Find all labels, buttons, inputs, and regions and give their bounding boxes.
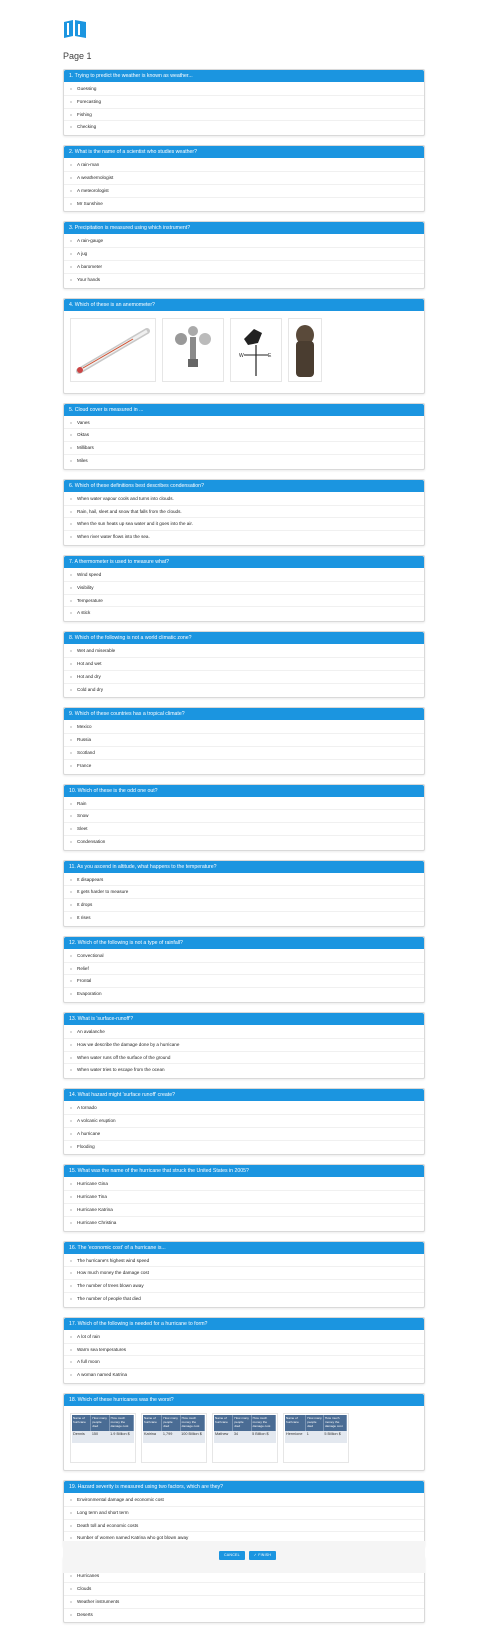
table-header-cell: How many people died bbox=[306, 1415, 324, 1431]
table-cell: 5 Billion $ bbox=[251, 1431, 275, 1443]
question-title: 8. Which of the following is not a world climatic zone? bbox=[64, 632, 424, 644]
question-card bbox=[63, 860, 425, 927]
answer-option[interactable]: Mr Sunshine bbox=[64, 198, 424, 211]
image-options bbox=[64, 312, 424, 392]
question-title: 13. What is 'surface-runoff'? bbox=[64, 1013, 424, 1025]
answer-option[interactable]: A meteorologist bbox=[64, 185, 424, 198]
answer-option[interactable]: A stick bbox=[64, 607, 424, 620]
answer-option[interactable]: It rises bbox=[64, 912, 424, 925]
question-card bbox=[63, 145, 425, 212]
answer-option[interactable]: Evaporation bbox=[64, 988, 424, 1001]
answer-option[interactable]: Visibility bbox=[64, 582, 424, 595]
answer-option[interactable]: Warm sea temperatures bbox=[64, 1344, 424, 1357]
question-card bbox=[63, 936, 425, 1003]
answer-option[interactable]: A volcanic eruption bbox=[64, 1115, 424, 1128]
answer-option[interactable]: A lot of rain bbox=[64, 1331, 424, 1344]
page-title: Page 1 bbox=[63, 51, 92, 61]
question-body bbox=[64, 82, 424, 135]
question-title: 6. Which of these definitions best describes condensation? bbox=[64, 480, 424, 492]
answer-option[interactable]: Environmental damage and economic cost bbox=[64, 1494, 424, 1507]
table-header-cell: How many people died bbox=[91, 1415, 109, 1431]
answer-option[interactable]: Condensation bbox=[64, 836, 424, 849]
question-card bbox=[63, 631, 425, 698]
question-body bbox=[64, 1493, 424, 1546]
question-body bbox=[64, 949, 424, 1002]
table-cell: 1 bbox=[306, 1431, 324, 1443]
answer-option[interactable]: Rain bbox=[64, 798, 424, 811]
answer-option[interactable]: Frontal bbox=[64, 975, 424, 988]
answer-option[interactable]: Wind speed bbox=[64, 569, 424, 582]
table-cell: 1,799 bbox=[162, 1431, 180, 1443]
table-header-cell: Name of hurricane bbox=[72, 1415, 91, 1431]
table-cell: 100 Billion $ bbox=[180, 1431, 204, 1443]
thermometer-image-option[interactable] bbox=[70, 318, 156, 382]
answer-option[interactable]: Russia bbox=[64, 734, 424, 747]
question-title: 19. Hazard severity is measured using two factors, which are they? bbox=[64, 1481, 424, 1493]
answer-option[interactable]: Death toll and economic costs bbox=[64, 1520, 424, 1533]
answer-option[interactable]: How much money the damage cost bbox=[64, 1267, 424, 1280]
table-header-cell: Name of hurricane bbox=[143, 1415, 162, 1431]
thermometer-icon bbox=[73, 321, 153, 381]
table-cell: 5 Billion $ bbox=[323, 1431, 346, 1443]
question-card bbox=[63, 1012, 425, 1079]
question-title: 14. What hazard might 'surface runoff' create? bbox=[64, 1089, 424, 1101]
answer-option[interactable]: Long term and short term bbox=[64, 1507, 424, 1520]
cancel-button[interactable]: CANCEL bbox=[219, 1551, 245, 1560]
answer-option[interactable]: Oktas bbox=[64, 429, 424, 442]
answer-option[interactable]: A woman named Katrina bbox=[64, 1369, 424, 1382]
question-body bbox=[64, 1330, 424, 1383]
answer-option[interactable]: It disappears bbox=[64, 874, 424, 887]
question-body bbox=[64, 1569, 424, 1622]
stone-statue-image-option[interactable] bbox=[288, 318, 322, 382]
answer-option[interactable]: It drops bbox=[64, 899, 424, 912]
table-header-cell: How much money the damage cost bbox=[323, 1415, 346, 1431]
question-title: 17. Which of the following is needed for a hurricane to form? bbox=[64, 1318, 424, 1330]
answer-option[interactable]: The hurricane's highest wind speed bbox=[64, 1255, 424, 1268]
answer-option[interactable]: How we describe the damage done by a hurricane bbox=[64, 1039, 424, 1052]
question-body bbox=[64, 720, 424, 773]
question-title: 18. Which of these hurricanes was the worst? bbox=[64, 1394, 424, 1406]
table-option[interactable] bbox=[212, 1413, 278, 1463]
question-card bbox=[63, 1164, 425, 1231]
table-cell: Dennis bbox=[72, 1431, 91, 1443]
answer-option[interactable]: It gets harder to measure bbox=[64, 886, 424, 899]
question-body bbox=[64, 1101, 424, 1154]
answer-option[interactable]: Millibars bbox=[64, 442, 424, 455]
table-options bbox=[64, 1407, 424, 1469]
table-header-cell: Name of hurricane bbox=[214, 1415, 233, 1431]
answer-option[interactable]: Guessing bbox=[64, 83, 424, 96]
weather-vane-icon bbox=[236, 321, 276, 381]
question-title: 3. Precipitation is measured using which instrument? bbox=[64, 222, 424, 234]
answer-option[interactable]: Number of women named Katrina who got blown away bbox=[64, 1532, 424, 1545]
answer-option[interactable]: Snow bbox=[64, 810, 424, 823]
answer-option[interactable]: Hurricane Katrina bbox=[64, 1204, 424, 1217]
question-body bbox=[64, 797, 424, 850]
question-card bbox=[63, 1088, 425, 1155]
table-cell: Hermione bbox=[285, 1431, 306, 1443]
table-option[interactable] bbox=[283, 1413, 349, 1463]
question-title: 10. Which of these is the odd one out? bbox=[64, 785, 424, 797]
question-body bbox=[64, 416, 424, 469]
question-list bbox=[63, 69, 425, 1632]
answer-option[interactable]: Temperature bbox=[64, 595, 424, 608]
answer-option[interactable]: The number of people that died bbox=[64, 1293, 424, 1306]
svg-text:E: E bbox=[268, 352, 272, 359]
answer-option[interactable]: Hurricane Christina bbox=[64, 1217, 424, 1230]
answer-option[interactable]: Convectional bbox=[64, 950, 424, 963]
question-card bbox=[63, 298, 425, 394]
answer-option[interactable]: Deserts bbox=[64, 1609, 424, 1622]
answer-option[interactable]: Flooding bbox=[64, 1141, 424, 1154]
question-body bbox=[64, 492, 424, 545]
answer-option[interactable]: A weathernologist bbox=[64, 172, 424, 185]
answer-option[interactable]: Sleet bbox=[64, 823, 424, 836]
table-cell: 34 bbox=[233, 1431, 251, 1443]
answer-option[interactable]: Cold and dry bbox=[64, 684, 424, 697]
stone-statue-icon bbox=[290, 321, 320, 381]
question-title: 16. The 'economic cost' of a hurricane is... bbox=[64, 1242, 424, 1254]
question-body bbox=[64, 234, 424, 287]
answer-option[interactable]: Your hands bbox=[64, 274, 424, 287]
question-body bbox=[64, 158, 424, 211]
answer-option[interactable]: When river water flows into the sea. bbox=[64, 531, 424, 544]
question-body bbox=[64, 311, 424, 393]
answer-option[interactable]: Clouds bbox=[64, 1583, 424, 1596]
table-cell: Katrina bbox=[143, 1431, 162, 1443]
question-title: 5. Cloud cover is measured in ... bbox=[64, 404, 424, 416]
answer-option[interactable]: When water vapour cools and turns into clouds. bbox=[64, 493, 424, 506]
question-card bbox=[63, 403, 425, 470]
answer-option[interactable]: When water tries to escape from the ocean bbox=[64, 1064, 424, 1077]
question-title: 11. As you ascend in altitude, what happens to the temperature? bbox=[64, 861, 424, 873]
table-header-cell: How much money the damage cost bbox=[109, 1415, 133, 1431]
answer-option[interactable]: A rain-man bbox=[64, 159, 424, 172]
question-card bbox=[63, 221, 425, 288]
table-cell: Mathew bbox=[214, 1431, 233, 1443]
answer-option[interactable]: When the sun heats up sea water and it goes into the air. bbox=[64, 518, 424, 531]
table-header-cell: Name of hurricane bbox=[285, 1415, 306, 1431]
answer-option[interactable]: Wet and miserable bbox=[64, 645, 424, 658]
question-title: 9. Which of these countries has a tropical climate? bbox=[64, 708, 424, 720]
answer-option[interactable]: Hot and wet bbox=[64, 658, 424, 671]
question-title: 2. What is the name of a scientist who studies weather? bbox=[64, 146, 424, 158]
answer-option[interactable]: Hurricanes bbox=[64, 1570, 424, 1583]
answer-option[interactable]: A full moon bbox=[64, 1356, 424, 1369]
table-header-cell: How many people died bbox=[233, 1415, 251, 1431]
answer-option[interactable]: Hurricane Gina bbox=[64, 1178, 424, 1191]
answer-option[interactable]: A barometer bbox=[64, 261, 424, 274]
answer-option[interactable]: The number of trees blown away bbox=[64, 1280, 424, 1293]
table-header-cell: How much money the damage cost bbox=[180, 1415, 204, 1431]
answer-option[interactable]: Vanes bbox=[64, 417, 424, 430]
question-title: 12. Which of the following is not a type of rainfall? bbox=[64, 937, 424, 949]
answer-option[interactable]: An avalanche bbox=[64, 1026, 424, 1039]
question-title: 1. Trying to predict the weather is known as weather... bbox=[64, 70, 424, 82]
question-card bbox=[63, 479, 425, 546]
question-body bbox=[64, 1406, 424, 1470]
table-option[interactable] bbox=[141, 1413, 207, 1463]
question-body bbox=[64, 1025, 424, 1078]
answer-option[interactable]: Forecasting bbox=[64, 96, 424, 109]
answer-option[interactable]: A hurricane bbox=[64, 1128, 424, 1141]
answer-option[interactable]: Hot and dry bbox=[64, 671, 424, 684]
table-header-cell: How much money the damage cost bbox=[251, 1415, 275, 1431]
answer-option[interactable]: Checking bbox=[64, 121, 424, 134]
answer-option[interactable]: France bbox=[64, 760, 424, 773]
question-body bbox=[64, 644, 424, 697]
answer-option[interactable]: A jug bbox=[64, 248, 424, 261]
answer-option[interactable]: Mexico bbox=[64, 721, 424, 734]
finish-button[interactable]: ✓ FINISH bbox=[249, 1551, 276, 1560]
question-title: 15. What was the name of the hurricane that struck the United States in 2005? bbox=[64, 1165, 424, 1177]
answer-option[interactable]: Hurricane Tina bbox=[64, 1191, 424, 1204]
anemometer-icon bbox=[173, 321, 213, 381]
answer-option[interactable]: Scotland bbox=[64, 747, 424, 760]
answer-option[interactable]: A tornado bbox=[64, 1102, 424, 1115]
question-card bbox=[63, 1480, 425, 1547]
question-card bbox=[63, 555, 425, 622]
question-card bbox=[63, 69, 425, 136]
answer-option[interactable]: Miles bbox=[64, 455, 424, 468]
answer-option[interactable]: When water runs off the surface of the ground bbox=[64, 1052, 424, 1065]
question-card bbox=[63, 784, 425, 851]
book-logo-icon bbox=[63, 20, 87, 38]
question-card bbox=[63, 1317, 425, 1384]
weather-vane-image-option[interactable] bbox=[230, 318, 282, 382]
answer-option[interactable]: Relief bbox=[64, 963, 424, 976]
footer-bar bbox=[63, 1541, 425, 1573]
question-body bbox=[64, 568, 424, 621]
table-option[interactable] bbox=[70, 1413, 136, 1463]
question-card bbox=[63, 1393, 425, 1471]
question-body bbox=[64, 873, 424, 926]
svg-text:W: W bbox=[239, 352, 244, 359]
table-cell: 150 bbox=[91, 1431, 109, 1443]
hurricane-table bbox=[285, 1415, 347, 1443]
question-card bbox=[63, 1241, 425, 1308]
question-card bbox=[63, 707, 425, 774]
hurricane-table bbox=[72, 1415, 134, 1443]
question-body bbox=[64, 1254, 424, 1307]
hurricane-table bbox=[214, 1415, 276, 1443]
answer-option[interactable]: Weather instruments bbox=[64, 1596, 424, 1609]
table-header-cell: How many people died bbox=[162, 1415, 180, 1431]
question-body bbox=[64, 1177, 424, 1230]
question-title: 4. Which of these is an anemometer? bbox=[64, 299, 424, 311]
question-title: 7. A thermometer is used to measure what? bbox=[64, 556, 424, 568]
table-cell: 1.9 Billion $ bbox=[109, 1431, 133, 1443]
answer-option[interactable]: Rain, hail, sleet and snow that falls from the clouds. bbox=[64, 506, 424, 519]
anemometer-image-option[interactable] bbox=[162, 318, 224, 382]
hurricane-table bbox=[143, 1415, 205, 1443]
answer-option[interactable]: A rain-gauge bbox=[64, 235, 424, 248]
answer-option[interactable]: Fishing bbox=[64, 109, 424, 122]
